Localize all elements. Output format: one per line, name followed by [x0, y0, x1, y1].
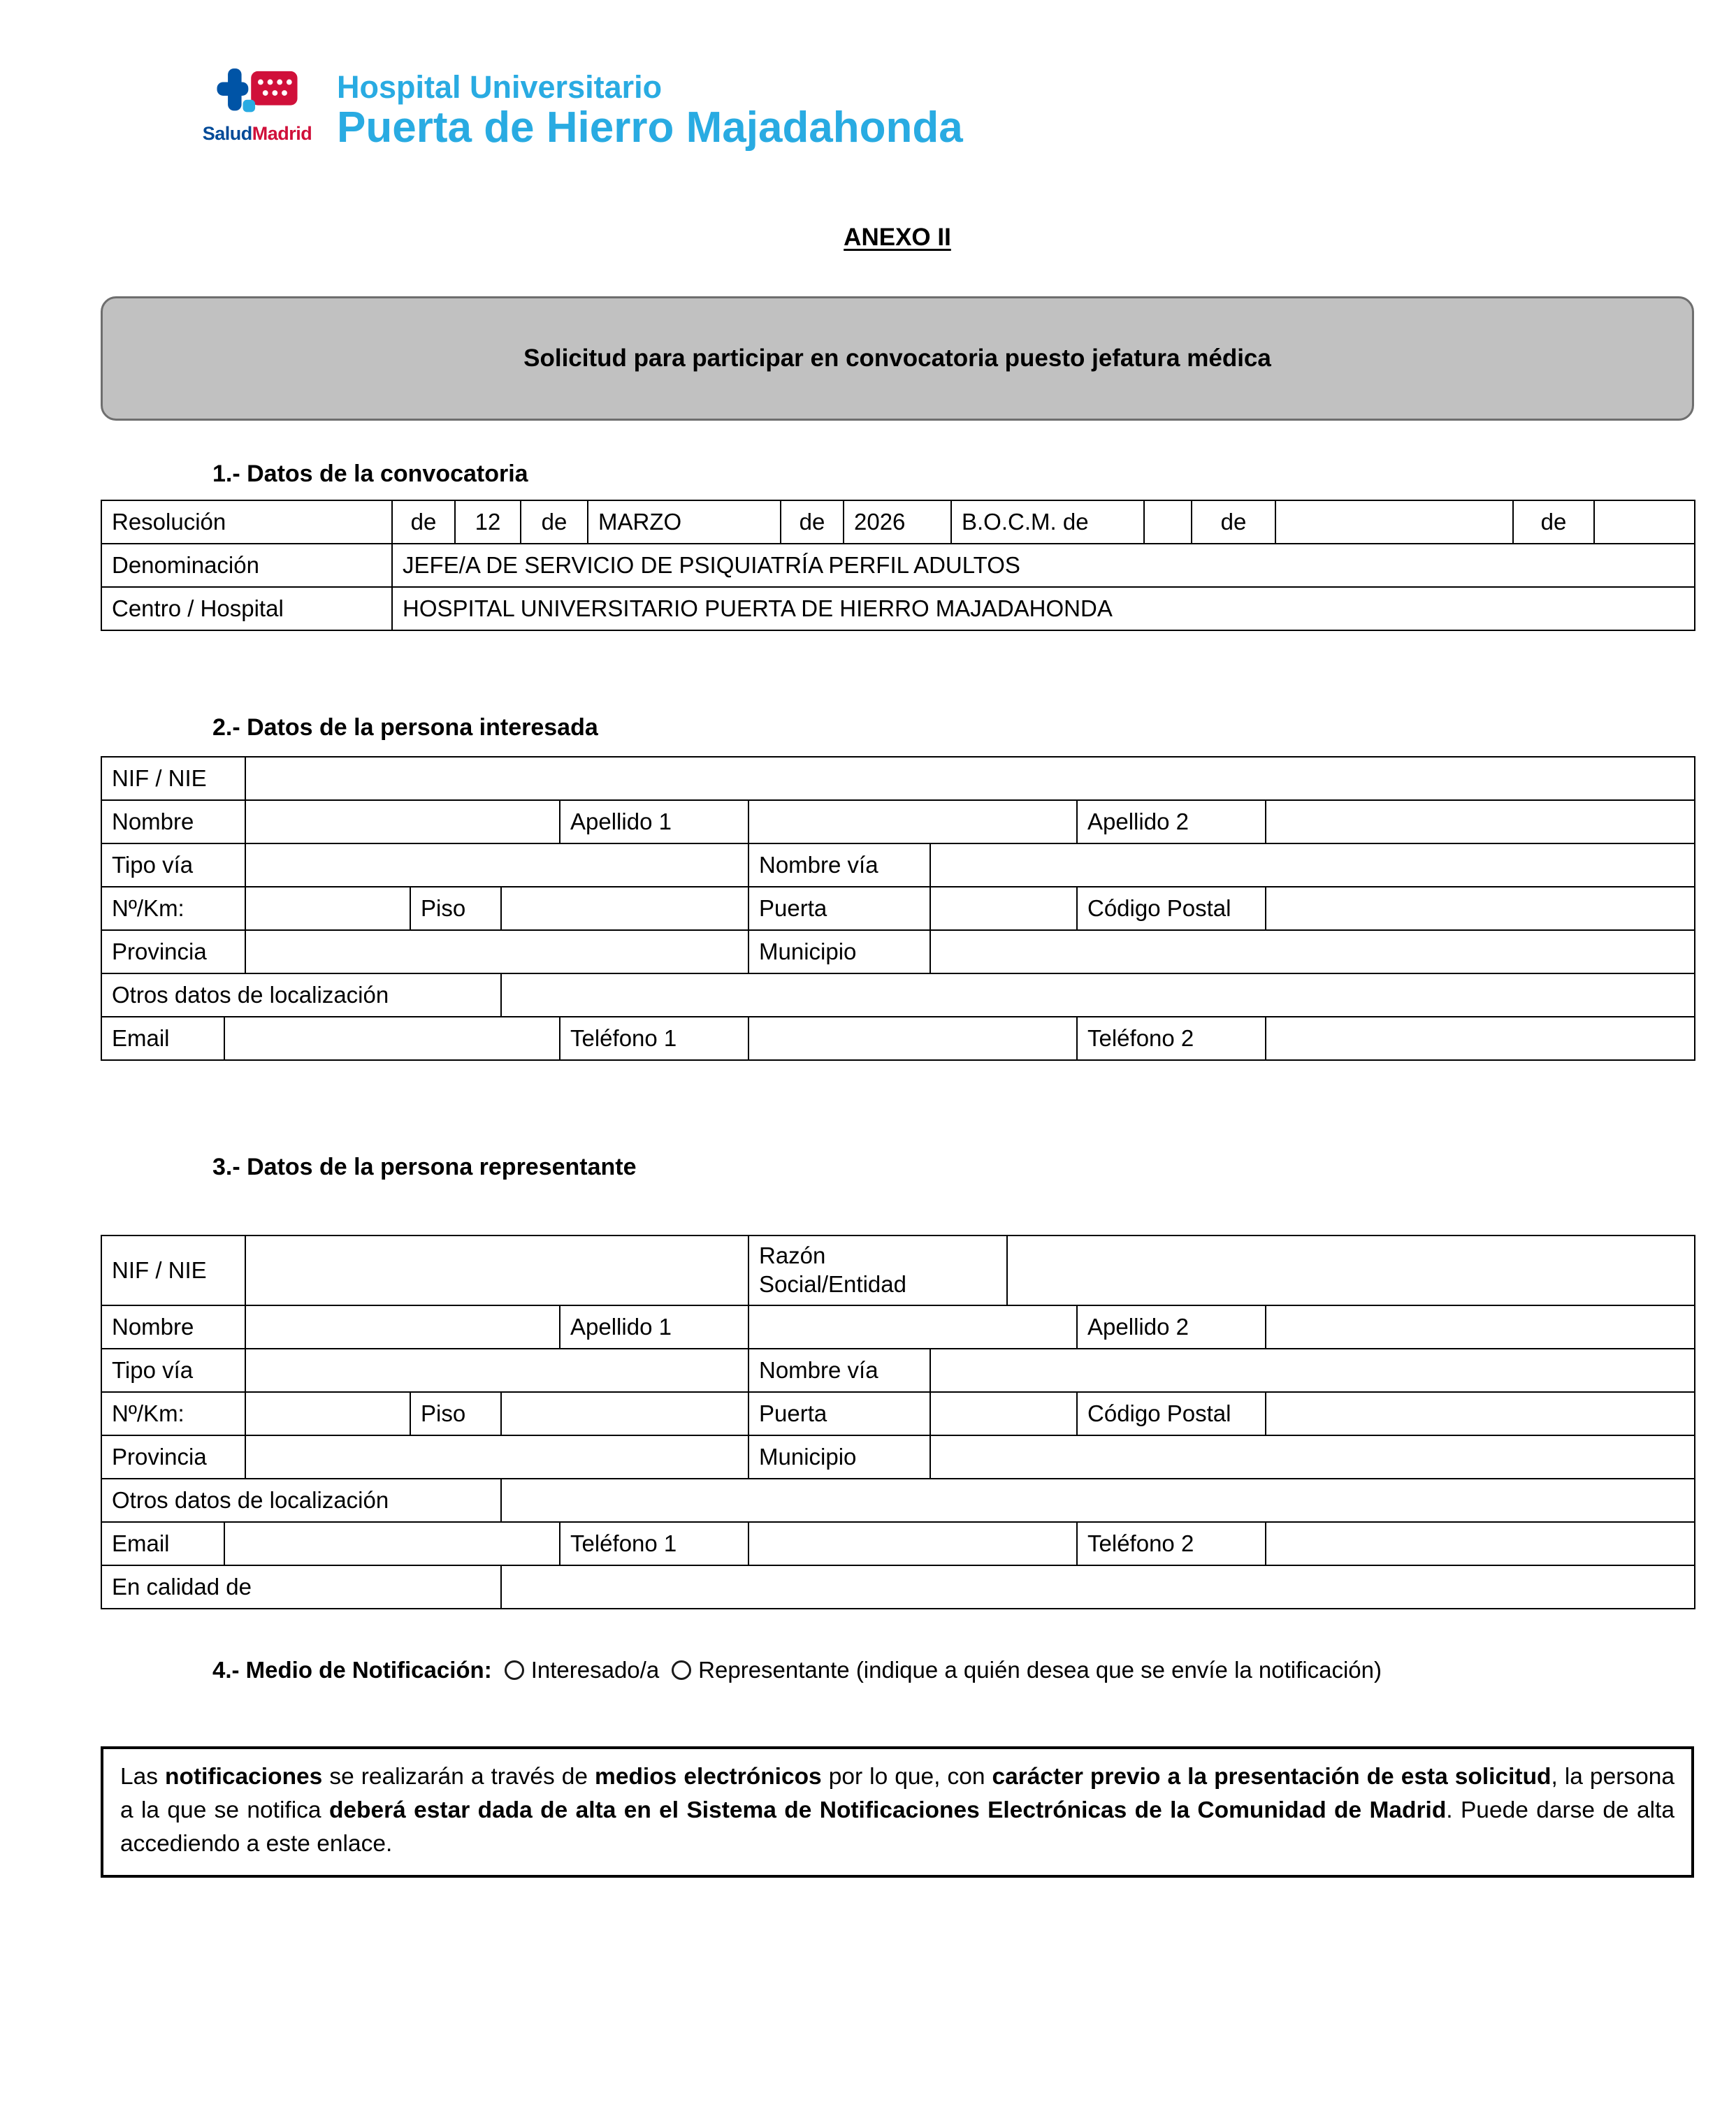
s3-nombre-input-cell[interactable] — [245, 1305, 560, 1349]
s2-municipio-input-cell[interactable] — [930, 930, 1695, 973]
notification-notice-box — [101, 1746, 1694, 1878]
table-row — [101, 1479, 1695, 1522]
notice-bold-caracter-previo: carácter previo a la presentación de esta solicitud — [992, 1763, 1551, 1790]
s2-piso-input-cell[interactable] — [501, 887, 748, 930]
s3-nif-input-cell[interactable] — [245, 1235, 748, 1305]
s3-piso-label: Piso — [410, 1392, 501, 1435]
table-row — [101, 1017, 1695, 1060]
s3-apellido2-label: Apellido 2 — [1077, 1305, 1266, 1349]
option-representante-label: Representante (indique a quién desea que se envíe la notificación) — [698, 1656, 1382, 1683]
convocatoria-table — [101, 500, 1695, 631]
s2-telefono2-label: Teléfono 2 — [1077, 1017, 1266, 1060]
bocm-label: B.O.C.M. de — [951, 500, 1144, 544]
logo-salud-text: Salud — [202, 123, 252, 144]
table-row — [101, 800, 1695, 843]
s3-telefono2-input-cell[interactable] — [1266, 1522, 1695, 1565]
s2-num-km-label: Nº/Km: — [101, 887, 245, 930]
s2-otros-datos-label: Otros datos de localización — [101, 973, 501, 1017]
form-title-banner — [101, 296, 1694, 421]
s3-puerta-label: Puerta — [748, 1392, 930, 1435]
s3-municipio-label: Municipio — [748, 1435, 930, 1479]
notice-bold-medios-electronicos: medios electrónicos — [595, 1763, 822, 1790]
s3-tipo-via-input-cell[interactable] — [245, 1349, 748, 1392]
s3-razon-social-input-cell[interactable] — [1007, 1235, 1695, 1305]
s2-piso-label: Piso — [410, 887, 501, 930]
centro-hospital-label: Centro / Hospital — [101, 587, 392, 630]
table-row — [101, 1235, 1695, 1305]
section4-heading: 4.- Medio de Notificación: — [212, 1656, 492, 1683]
s3-email-label: Email — [101, 1522, 224, 1565]
saludmadrid-wordmark — [203, 123, 312, 145]
notice-bold-notificaciones: notificaciones — [165, 1763, 323, 1790]
table-row — [101, 1435, 1695, 1479]
table-row — [101, 1392, 1695, 1435]
notice-bold-alta-sistema: deberá estar dada de alta en el Sistema de Notificaciones Electrónicas de la Comunidad de Madrid — [328, 1797, 1447, 1823]
s3-piso-input-cell[interactable] — [501, 1392, 748, 1435]
s2-provincia-input-cell[interactable] — [245, 930, 748, 973]
s3-en-calidad-label: En calidad de — [101, 1565, 501, 1609]
s2-telefono1-label: Teléfono 1 — [560, 1017, 748, 1060]
notice-link-sentence: . Puede darse de alta accediendo a este enlace. — [120, 1797, 1674, 1857]
table-row — [101, 930, 1695, 973]
s2-nombre-input-cell[interactable] — [245, 800, 560, 843]
s3-nombre-label: Nombre — [101, 1305, 245, 1349]
denominacion-label: Denominación — [101, 544, 392, 587]
table-row — [101, 887, 1695, 930]
s2-apellido1-label: Apellido 1 — [560, 800, 748, 843]
s3-apellido1-input-cell[interactable] — [748, 1305, 1077, 1349]
s3-provincia-label: Provincia — [101, 1435, 245, 1479]
s3-nombre-via-label: Nombre vía — [748, 1349, 930, 1392]
notice-text: por lo que, con — [821, 1763, 992, 1790]
form-title-banner-text: Solicitud para participar en convocatoria puesto jefatura médica — [523, 345, 1271, 372]
persona-interesada-table — [101, 756, 1695, 1061]
s3-telefono1-label: Teléfono 1 — [560, 1522, 748, 1565]
s2-email-label: Email — [101, 1017, 224, 1060]
s2-nombre-via-input-cell[interactable] — [930, 843, 1695, 887]
table-row — [101, 1349, 1695, 1392]
section2-heading: 2.- Datos de la persona interesada — [212, 713, 598, 741]
table-row — [101, 1305, 1695, 1349]
s2-puerta-label: Puerta — [748, 887, 930, 930]
s3-num-km-input-cell[interactable] — [245, 1392, 410, 1435]
s2-codigo-postal-input-cell[interactable] — [1266, 887, 1695, 930]
s3-en-calidad-input-cell[interactable] — [501, 1565, 1695, 1609]
table-row — [101, 757, 1695, 800]
resolucion-month-cell[interactable]: MARZO — [588, 500, 781, 544]
resolucion-year-cell[interactable]: 2026 — [844, 500, 951, 544]
s3-telefono1-input-cell[interactable] — [748, 1522, 1077, 1565]
bocm-de1-label: de — [1192, 500, 1275, 544]
s3-otros-datos-input-cell[interactable] — [501, 1479, 1695, 1522]
hospital-name — [337, 70, 963, 151]
logo-madrid-text: Madrid — [252, 123, 312, 144]
s2-codigo-postal-label: Código Postal — [1077, 887, 1266, 930]
s2-puerta-input-cell[interactable] — [930, 887, 1077, 930]
hospital-name-line2: Puerta de Hierro Majadahonda — [337, 103, 963, 152]
s2-nombre-via-label: Nombre vía — [748, 843, 930, 887]
s2-telefono1-input-cell[interactable] — [748, 1017, 1077, 1060]
s2-tipo-via-label: Tipo vía — [101, 843, 245, 887]
s3-apellido2-input-cell[interactable] — [1266, 1305, 1695, 1349]
s3-nif-label: NIF / NIE — [101, 1235, 245, 1305]
option-interesado-label: Interesado/a — [530, 1656, 660, 1683]
s2-telefono2-input-cell[interactable] — [1266, 1017, 1695, 1060]
page-title-text: ANEXO II — [844, 224, 951, 252]
s2-num-km-input-cell[interactable] — [245, 887, 410, 930]
denominacion-value-cell[interactable]: JEFE/A DE SERVICIO DE PSIQUIATRÍA PERFIL ADULTOS — [392, 544, 1695, 587]
s3-num-km-label: Nº/Km: — [101, 1392, 245, 1435]
section4-paragraph — [212, 1654, 1484, 1686]
centro-hospital-value-cell[interactable]: HOSPITAL UNIVERSITARIO PUERTA DE HIERRO MAJADAHONDA — [392, 587, 1695, 630]
s3-telefono2-label: Teléfono 2 — [1077, 1522, 1266, 1565]
s2-apellido1-input-cell[interactable] — [748, 800, 1077, 843]
resolucion-de1-label: de — [392, 500, 455, 544]
saludmadrid-logo — [196, 67, 319, 145]
table-row — [101, 587, 1695, 630]
s2-nif-label: NIF / NIE — [101, 757, 245, 800]
radio-interesado[interactable] — [505, 1660, 524, 1680]
s3-codigo-postal-input-cell[interactable] — [1266, 1392, 1695, 1435]
notice-text: Las — [120, 1763, 166, 1790]
notice-text: se realizarán a través de — [322, 1763, 595, 1790]
s3-provincia-input-cell[interactable] — [245, 1435, 748, 1479]
s3-razon-social-label — [748, 1235, 1007, 1305]
bocm-month-input-cell[interactable] — [1275, 500, 1513, 544]
s3-apellido1-label: Apellido 1 — [560, 1305, 748, 1349]
bocm-year-input-cell[interactable] — [1594, 500, 1695, 544]
table-row — [101, 843, 1695, 887]
s2-municipio-label: Municipio — [748, 930, 930, 973]
persona-representante-table — [101, 1235, 1695, 1609]
resolucion-de2-label: de — [521, 500, 588, 544]
s3-municipio-input-cell[interactable] — [930, 1435, 1695, 1479]
s2-provincia-label: Provincia — [101, 930, 245, 973]
s3-otros-datos-label: Otros datos de localización — [101, 1479, 501, 1522]
table-row — [101, 544, 1695, 587]
bocm-day-input-cell[interactable] — [1144, 500, 1192, 544]
radio-representante[interactable] — [672, 1660, 691, 1680]
hospital-logo-header — [196, 67, 1694, 151]
table-row — [101, 1565, 1695, 1609]
table-row — [101, 973, 1695, 1017]
section3-heading: 3.- Datos de la persona representante — [212, 1153, 637, 1180]
saludmadrid-icon — [211, 67, 303, 122]
s3-puerta-input-cell[interactable] — [930, 1392, 1077, 1435]
s2-tipo-via-input-cell[interactable] — [245, 843, 748, 887]
resolucion-day-cell[interactable]: 12 — [455, 500, 521, 544]
s2-apellido2-label: Apellido 2 — [1077, 800, 1266, 843]
table-row — [101, 500, 1695, 544]
razon-line1: Razón — [759, 1242, 826, 1269]
s2-apellido2-input-cell[interactable] — [1266, 800, 1695, 843]
s3-email-input-cell[interactable] — [224, 1522, 560, 1565]
section1-heading: 1.- Datos de la convocatoria — [212, 461, 528, 488]
s2-nif-input-cell[interactable] — [245, 757, 1695, 800]
s3-tipo-via-label: Tipo vía — [101, 1349, 245, 1392]
bocm-de2-label: de — [1513, 500, 1594, 544]
razon-line2: Social/Entidad — [759, 1270, 906, 1297]
page-title — [101, 224, 1694, 252]
s3-codigo-postal-label: Código Postal — [1077, 1392, 1266, 1435]
table-row — [101, 1522, 1695, 1565]
resolucion-de3-label: de — [781, 500, 844, 544]
resolucion-label: Resolución — [101, 500, 392, 544]
s2-email-input-cell[interactable] — [224, 1017, 560, 1060]
hospital-name-line1: Hospital Universitario — [337, 69, 663, 105]
s3-nombre-via-input-cell[interactable] — [930, 1349, 1695, 1392]
notice-text: , la persona a la que se notifica — [120, 1763, 1674, 1823]
s2-nombre-label: Nombre — [101, 800, 245, 843]
s2-otros-datos-input-cell[interactable] — [501, 973, 1695, 1017]
